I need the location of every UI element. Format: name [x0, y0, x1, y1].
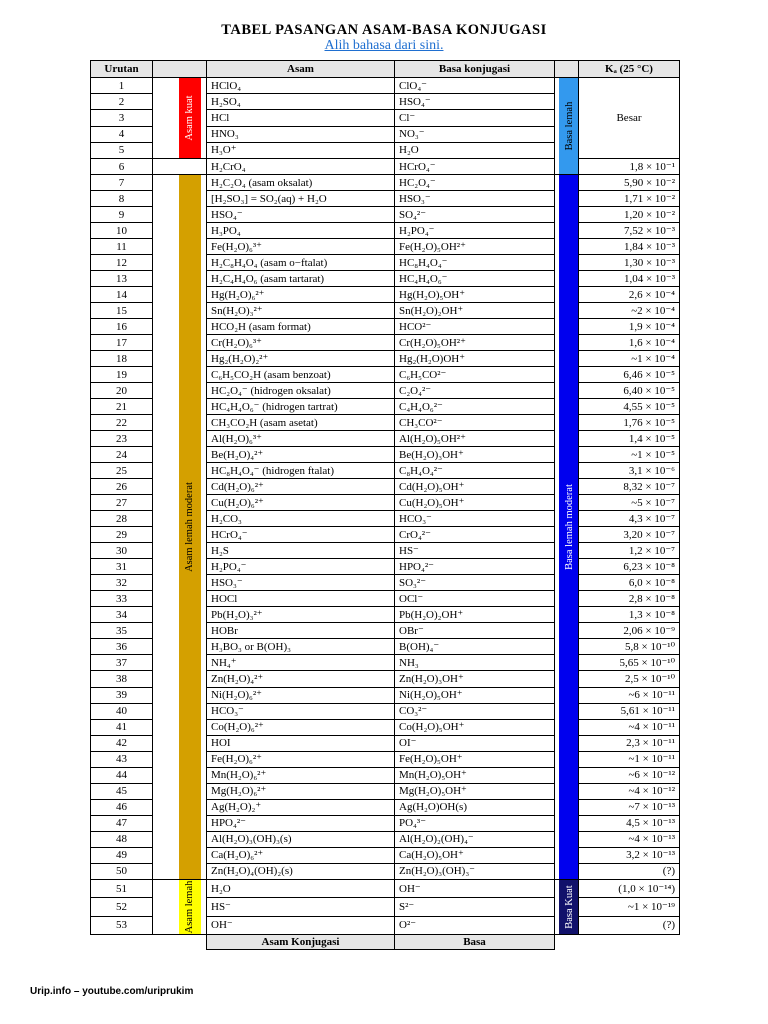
base-band-label: Basa lemah moderat [564, 484, 575, 570]
acid-cell: HOI [207, 735, 395, 751]
row-number: 42 [91, 735, 153, 751]
row-number: 47 [91, 815, 153, 831]
ka-value-cell: ~1 × 10⁻¹¹ [579, 751, 680, 767]
conjugate-base-cell: Sn(H₂O)₂OH⁺ [395, 303, 555, 319]
header-ka: Kₐ (25 °C) [579, 61, 680, 78]
conjugate-base-cell: C₂O₄²⁻ [395, 383, 555, 399]
row-number: 46 [91, 799, 153, 815]
acid-cell: HPO₄²⁻ [207, 815, 395, 831]
conjugate-base-cell: SO₃²⁻ [395, 575, 555, 591]
conjugate-base-cell: Al(H₂O)₂(OH)₄⁻ [395, 831, 555, 847]
conjugate-base-cell: CO₃²⁻ [395, 703, 555, 719]
row-number: 7 [91, 175, 153, 191]
conjugate-base-cell: NH₃ [395, 655, 555, 671]
conjugate-base-cell: CrO₄²⁻ [395, 527, 555, 543]
ka-value-cell: (1,0 × 10⁻¹⁴) [579, 880, 680, 898]
row-number: 27 [91, 495, 153, 511]
conjugate-base-cell: Hg(H₂O)₅OH⁺ [395, 287, 555, 303]
acid-strength-band-empty [153, 159, 207, 175]
acid-cell: H₂CrO₄ [207, 159, 395, 175]
row-number: 20 [91, 383, 153, 399]
row-number: 36 [91, 639, 153, 655]
row-number: 3 [91, 110, 153, 126]
acid-cell: Zn(H₂O)₄(OH)₂(s) [207, 863, 395, 879]
acid-cell: HC₂O₄⁻ (hidrogen oksalat) [207, 383, 395, 399]
ka-value-cell: 1,04 × 10⁻³ [579, 271, 680, 287]
acid-cell: HSO₃⁻ [207, 575, 395, 591]
row-number: 5 [91, 142, 153, 158]
footer-basa: Basa [395, 935, 555, 950]
ka-value-cell: 4,5 × 10⁻¹³ [579, 815, 680, 831]
row-number: 44 [91, 767, 153, 783]
conjugate-base-cell: Cu(H₂O)₅OH⁺ [395, 495, 555, 511]
conjugate-base-cell: OI⁻ [395, 735, 555, 751]
row-number: 37 [91, 655, 153, 671]
acid-cell: Be(H₂O)₄²⁺ [207, 447, 395, 463]
acid-cell: H₃O⁺ [207, 142, 395, 158]
table-row [91, 880, 680, 898]
row-number: 28 [91, 511, 153, 527]
row-number: 19 [91, 367, 153, 383]
page-title: TABEL PASANGAN ASAM-BASA KONJUGASI [221, 22, 547, 38]
ka-value-cell: ~4 × 10⁻¹³ [579, 831, 680, 847]
ka-value-cell: ~1 × 10⁻⁵ [579, 447, 680, 463]
ka-value-cell: 2,06 × 10⁻⁹ [579, 623, 680, 639]
acid-cell: HOCl [207, 591, 395, 607]
row-number: 8 [91, 191, 153, 207]
acid-band-bar [179, 175, 201, 879]
row-number: 23 [91, 431, 153, 447]
row-number: 32 [91, 575, 153, 591]
row-number: 12 [91, 255, 153, 271]
base-band-label: Basa Kuat [564, 885, 575, 929]
conjugate-base-cell: HSO₃⁻ [395, 191, 555, 207]
source-link[interactable] [0, 38, 768, 54]
conjugate-base-cell: HC₄H₄O₆⁻ [395, 271, 555, 287]
ka-value-cell: ~1 × 10⁻⁴ [579, 351, 680, 367]
row-number: 50 [91, 863, 153, 879]
acid-cell: Mg(H₂O)₆²⁺ [207, 783, 395, 799]
acid-cell: OH⁻ [207, 916, 395, 934]
row-number: 30 [91, 543, 153, 559]
ka-value-cell: 2,6 × 10⁻⁴ [579, 287, 680, 303]
acid-cell: H₂C₂O₄ (asam oksalat) [207, 175, 395, 191]
ka-value-cell: 1,4 × 10⁻⁵ [579, 431, 680, 447]
acid-cell: HC₈H₄O₄⁻ (hidrogen ftalat) [207, 463, 395, 479]
ka-value-cell: 1,8 × 10⁻¹ [579, 159, 680, 175]
header-acid-band [153, 61, 207, 78]
table-row [91, 159, 680, 175]
conjugate-base-cell: H₂O [395, 142, 555, 158]
row-number: 31 [91, 559, 153, 575]
header-basa: Basa konjugasi [395, 61, 555, 78]
ka-value-cell: 5,90 × 10⁻² [579, 175, 680, 191]
acid-cell: HSO₄⁻ [207, 207, 395, 223]
ka-value-cell: 3,1 × 10⁻⁶ [579, 463, 680, 479]
ka-value-cell: (?) [579, 863, 680, 879]
row-number: 48 [91, 831, 153, 847]
conjugate-base-cell: OBr⁻ [395, 623, 555, 639]
conjugate-base-cell: H₂PO₄⁻ [395, 223, 555, 239]
row-number: 1 [91, 78, 153, 94]
row-number: 6 [91, 159, 153, 175]
row-number: 21 [91, 399, 153, 415]
ka-besar-cell: Besar [579, 78, 680, 159]
acid-cell: NH₄⁺ [207, 655, 395, 671]
ka-value-cell: 2,8 × 10⁻⁸ [579, 591, 680, 607]
conjugate-base-cell: HCO₃⁻ [395, 511, 555, 527]
ka-value-cell: 6,0 × 10⁻⁸ [579, 575, 680, 591]
ka-value-cell: 7,52 × 10⁻³ [579, 223, 680, 239]
acid-cell: H₂C₄H₄O₆ (asam tartarat) [207, 271, 395, 287]
conjugate-base-cell: Ca(H₂O)₅OH⁺ [395, 847, 555, 863]
acid-cell: Co(H₂O)₆²⁺ [207, 719, 395, 735]
conjugate-base-cell: OCl⁻ [395, 591, 555, 607]
acid-cell: Cr(H₂O)₆³⁺ [207, 335, 395, 351]
conjugate-base-cell: CH₃CO²⁻ [395, 415, 555, 431]
row-number: 45 [91, 783, 153, 799]
row-number: 41 [91, 719, 153, 735]
conjugate-base-cell: C₆H₅CO²⁻ [395, 367, 555, 383]
row-number: 2 [91, 94, 153, 110]
row-number: 16 [91, 319, 153, 335]
conjugate-base-cell: C₈H₄O₄²⁻ [395, 463, 555, 479]
conjugate-base-cell: HC₂O₄⁻ [395, 175, 555, 191]
acid-cell: Cu(H₂O)₆²⁺ [207, 495, 395, 511]
acid-cell: H₂SO₄ [207, 94, 395, 110]
base-strength-band-basa-lemah [555, 78, 579, 175]
ka-value-cell: 5,65 × 10⁻¹⁰ [579, 655, 680, 671]
table-body [91, 78, 680, 935]
row-number: 34 [91, 607, 153, 623]
table-row [91, 78, 680, 94]
conjugate-base-cell: Be(H₂O)₃OH⁺ [395, 447, 555, 463]
ka-value-cell: ~7 × 10⁻¹³ [579, 799, 680, 815]
header-row [91, 61, 680, 78]
ka-value-cell: 5,61 × 10⁻¹¹ [579, 703, 680, 719]
acid-cell: CH₃CO₂H (asam asetat) [207, 415, 395, 431]
base-band-label: Basa lemah [564, 101, 575, 151]
conjugate-base-cell: HPO₄²⁻ [395, 559, 555, 575]
acid-cell: Ag(H₂O)₂⁺ [207, 799, 395, 815]
conjugate-base-cell: Cr(H₂O)₅OH²⁺ [395, 335, 555, 351]
table-row [91, 175, 680, 191]
row-number: 26 [91, 479, 153, 495]
acid-base-table [90, 60, 680, 950]
row-number: 40 [91, 703, 153, 719]
acid-cell: Ca(H₂O)₆²⁺ [207, 847, 395, 863]
conjugate-base-cell: Al(H₂O)₅OH²⁺ [395, 431, 555, 447]
row-number: 4 [91, 126, 153, 142]
acid-cell: Al(H₂O)₃(OH)₃(s) [207, 831, 395, 847]
conjugate-base-cell: HSO₄⁻ [395, 94, 555, 110]
conjugate-base-cell: HS⁻ [395, 543, 555, 559]
row-number: 18 [91, 351, 153, 367]
row-number: 53 [91, 916, 153, 934]
conjugate-base-cell: Pb(H₂O)₂OH⁺ [395, 607, 555, 623]
acid-cell: Hg₂(H₂O)₂²⁺ [207, 351, 395, 367]
acid-strength-band-asam-kuat [153, 78, 207, 159]
footer-row [91, 935, 680, 950]
ka-value-cell: 1,20 × 10⁻² [579, 207, 680, 223]
row-number: 35 [91, 623, 153, 639]
row-number: 39 [91, 687, 153, 703]
row-number: 24 [91, 447, 153, 463]
base-strength-band-basa-kuat [555, 880, 579, 935]
conjugate-base-cell: HCO²⁻ [395, 319, 555, 335]
ka-value-cell: 3,2 × 10⁻¹³ [579, 847, 680, 863]
ka-value-cell: 4,3 × 10⁻⁷ [579, 511, 680, 527]
conjugate-base-cell: Zn(H₂O)₃OH⁺ [395, 671, 555, 687]
acid-cell: Al(H₂O)₆³⁺ [207, 431, 395, 447]
ka-value-cell: ~4 × 10⁻¹² [579, 783, 680, 799]
conjugate-base-cell: Ni(H₂O)₅OH⁺ [395, 687, 555, 703]
conjugate-base-cell: Cl⁻ [395, 110, 555, 126]
row-number: 17 [91, 335, 153, 351]
acid-cell: C₆H₅CO₂H (asam benzoat) [207, 367, 395, 383]
ka-value-cell: 2,5 × 10⁻¹⁰ [579, 671, 680, 687]
conjugate-base-cell: Co(H₂O)₅OH⁺ [395, 719, 555, 735]
conjugate-base-cell: HC₈H₄O₄⁻ [395, 255, 555, 271]
ka-value-cell: 6,23 × 10⁻⁸ [579, 559, 680, 575]
row-number: 51 [91, 880, 153, 898]
ka-value-cell: 8,32 × 10⁻⁷ [579, 479, 680, 495]
acid-cell: HCrO₄⁻ [207, 527, 395, 543]
conjugate-base-cell: OH⁻ [395, 880, 555, 898]
base-band-bar [559, 175, 579, 879]
row-number: 49 [91, 847, 153, 863]
conjugate-base-cell: ClO₄⁻ [395, 78, 555, 94]
acid-cell: Pb(H₂O)₃²⁺ [207, 607, 395, 623]
row-number: 38 [91, 671, 153, 687]
base-band-bar [559, 880, 579, 934]
acid-cell: Fe(H₂O)₆³⁺ [207, 239, 395, 255]
row-number: 29 [91, 527, 153, 543]
conjugate-base-cell: B(OH)₄⁻ [395, 639, 555, 655]
acid-cell: H₂O [207, 880, 395, 898]
row-number: 9 [91, 207, 153, 223]
ka-value-cell: 1,6 × 10⁻⁴ [579, 335, 680, 351]
ka-value-cell: 1,3 × 10⁻⁸ [579, 607, 680, 623]
acid-cell: Mn(H₂O)₆²⁺ [207, 767, 395, 783]
acid-strength-band-asam-lemah [153, 880, 207, 935]
header-urutan: Urutan [91, 61, 153, 78]
conjugate-base-cell: NO₃⁻ [395, 126, 555, 142]
conjugate-base-cell: Fe(H₂O)₅OH²⁺ [395, 239, 555, 255]
conjugate-base-cell: HCrO₄⁻ [395, 159, 555, 175]
ka-value-cell: 1,84 × 10⁻³ [579, 239, 680, 255]
acid-cell: HNO₃ [207, 126, 395, 142]
row-number: 14 [91, 287, 153, 303]
ka-value-cell: ~1 × 10⁻¹⁹ [579, 898, 680, 916]
acid-cell: H₂C₈H₄O₄ (asam o−ftalat) [207, 255, 395, 271]
ka-value-cell: ~2 × 10⁻⁴ [579, 303, 680, 319]
conjugate-base-cell: Fe(H₂O)₅OH⁺ [395, 751, 555, 767]
row-number: 43 [91, 751, 153, 767]
ka-value-cell: ~5 × 10⁻⁷ [579, 495, 680, 511]
ka-value-cell: ~6 × 10⁻¹¹ [579, 687, 680, 703]
acid-cell: Cd(H₂O)₆²⁺ [207, 479, 395, 495]
row-number: 25 [91, 463, 153, 479]
acid-cell: HOBr [207, 623, 395, 639]
conjugate-base-cell: C₄H₄O₆²⁻ [395, 399, 555, 415]
acid-cell: [H₂SO₃] = SO₂(aq) + H₂O [207, 191, 395, 207]
ka-value-cell: (?) [579, 916, 680, 934]
acid-band-label: Asam kuat [184, 95, 195, 141]
acid-cell: Ni(H₂O)₆²⁺ [207, 687, 395, 703]
row-number: 10 [91, 223, 153, 239]
acid-band-label: Asam lemah moderat [184, 482, 195, 572]
acid-band-bar [179, 78, 201, 158]
ka-value-cell: 4,55 × 10⁻⁵ [579, 399, 680, 415]
header-asam: Asam [207, 61, 395, 78]
row-number: 11 [91, 239, 153, 255]
ka-value-cell: 1,9 × 10⁻⁴ [579, 319, 680, 335]
conjugate-base-cell: Hg₂(H₂O)OH⁺ [395, 351, 555, 367]
ka-value-cell: 2,3 × 10⁻¹¹ [579, 735, 680, 751]
row-number: 22 [91, 415, 153, 431]
acid-band-bar [179, 880, 201, 934]
ka-value-cell: 5,8 × 10⁻¹⁰ [579, 639, 680, 655]
conjugate-base-cell: Ag(H₂O)OH(s) [395, 799, 555, 815]
row-number: 33 [91, 591, 153, 607]
conjugate-base-cell: Zn(H₂O)₃(OH)₃⁻ [395, 863, 555, 879]
conjugate-base-cell: SO₄²⁻ [395, 207, 555, 223]
acid-cell: HCO₂H (asam format) [207, 319, 395, 335]
acid-cell: Hg(H₂O)₆²⁺ [207, 287, 395, 303]
row-number: 15 [91, 303, 153, 319]
acid-cell: Fe(H₂O)₆²⁺ [207, 751, 395, 767]
acid-cell: HS⁻ [207, 898, 395, 916]
ka-value-cell: 1,2 × 10⁻⁷ [579, 543, 680, 559]
ka-value-cell: 3,20 × 10⁻⁷ [579, 527, 680, 543]
ka-value-cell: ~6 × 10⁻¹² [579, 767, 680, 783]
base-band-bar [559, 78, 579, 174]
ka-value-cell: ~4 × 10⁻¹¹ [579, 719, 680, 735]
ka-value-cell: 1,76 × 10⁻⁵ [579, 415, 680, 431]
conjugate-base-cell: O²⁻ [395, 916, 555, 934]
acid-cell: H₂CO₃ [207, 511, 395, 527]
ka-value-cell: 6,46 × 10⁻⁵ [579, 367, 680, 383]
base-strength-band-basa-lemah-moderat [555, 175, 579, 880]
ka-value-cell: 1,30 × 10⁻³ [579, 255, 680, 271]
row-number: 52 [91, 898, 153, 916]
header-base-band [555, 61, 579, 78]
acid-cell: H₂S [207, 543, 395, 559]
acid-cell: HClO₄ [207, 78, 395, 94]
acid-strength-band-asam-lemah-moderat [153, 175, 207, 880]
footer-credit: Urip.info – youtube.com/uriprukim [30, 986, 194, 997]
acid-cell: Sn(H₂O)₃²⁺ [207, 303, 395, 319]
source-link-text[interactable]: Alih bahasa dari sini. [324, 38, 444, 53]
conjugate-base-cell: Cd(H₂O)₅OH⁺ [395, 479, 555, 495]
footer-asam-konjugasi: Asam Konjugasi [207, 935, 395, 950]
acid-cell: H₃PO₄ [207, 223, 395, 239]
acid-cell: H₂PO₄⁻ [207, 559, 395, 575]
acid-band-label: Asam lemah [184, 880, 195, 934]
ka-value-cell: 6,40 × 10⁻⁵ [579, 383, 680, 399]
acid-cell: H₃BO₃ or B(OH)₃ [207, 639, 395, 655]
conjugate-base-cell: PO₄³⁻ [395, 815, 555, 831]
acid-cell: Zn(H₂O)₄²⁺ [207, 671, 395, 687]
acid-cell: HCO₃⁻ [207, 703, 395, 719]
conjugate-base-cell: S²⁻ [395, 898, 555, 916]
row-number: 13 [91, 271, 153, 287]
ka-value-cell: 1,71 × 10⁻² [579, 191, 680, 207]
acid-cell: HCl [207, 110, 395, 126]
acid-cell: HC₄H₄O₆⁻ (hidrogen tartrat) [207, 399, 395, 415]
conjugate-base-cell: Mg(H₂O)₅OH⁺ [395, 783, 555, 799]
conjugate-base-cell: Mn(H₂O)₅OH⁺ [395, 767, 555, 783]
